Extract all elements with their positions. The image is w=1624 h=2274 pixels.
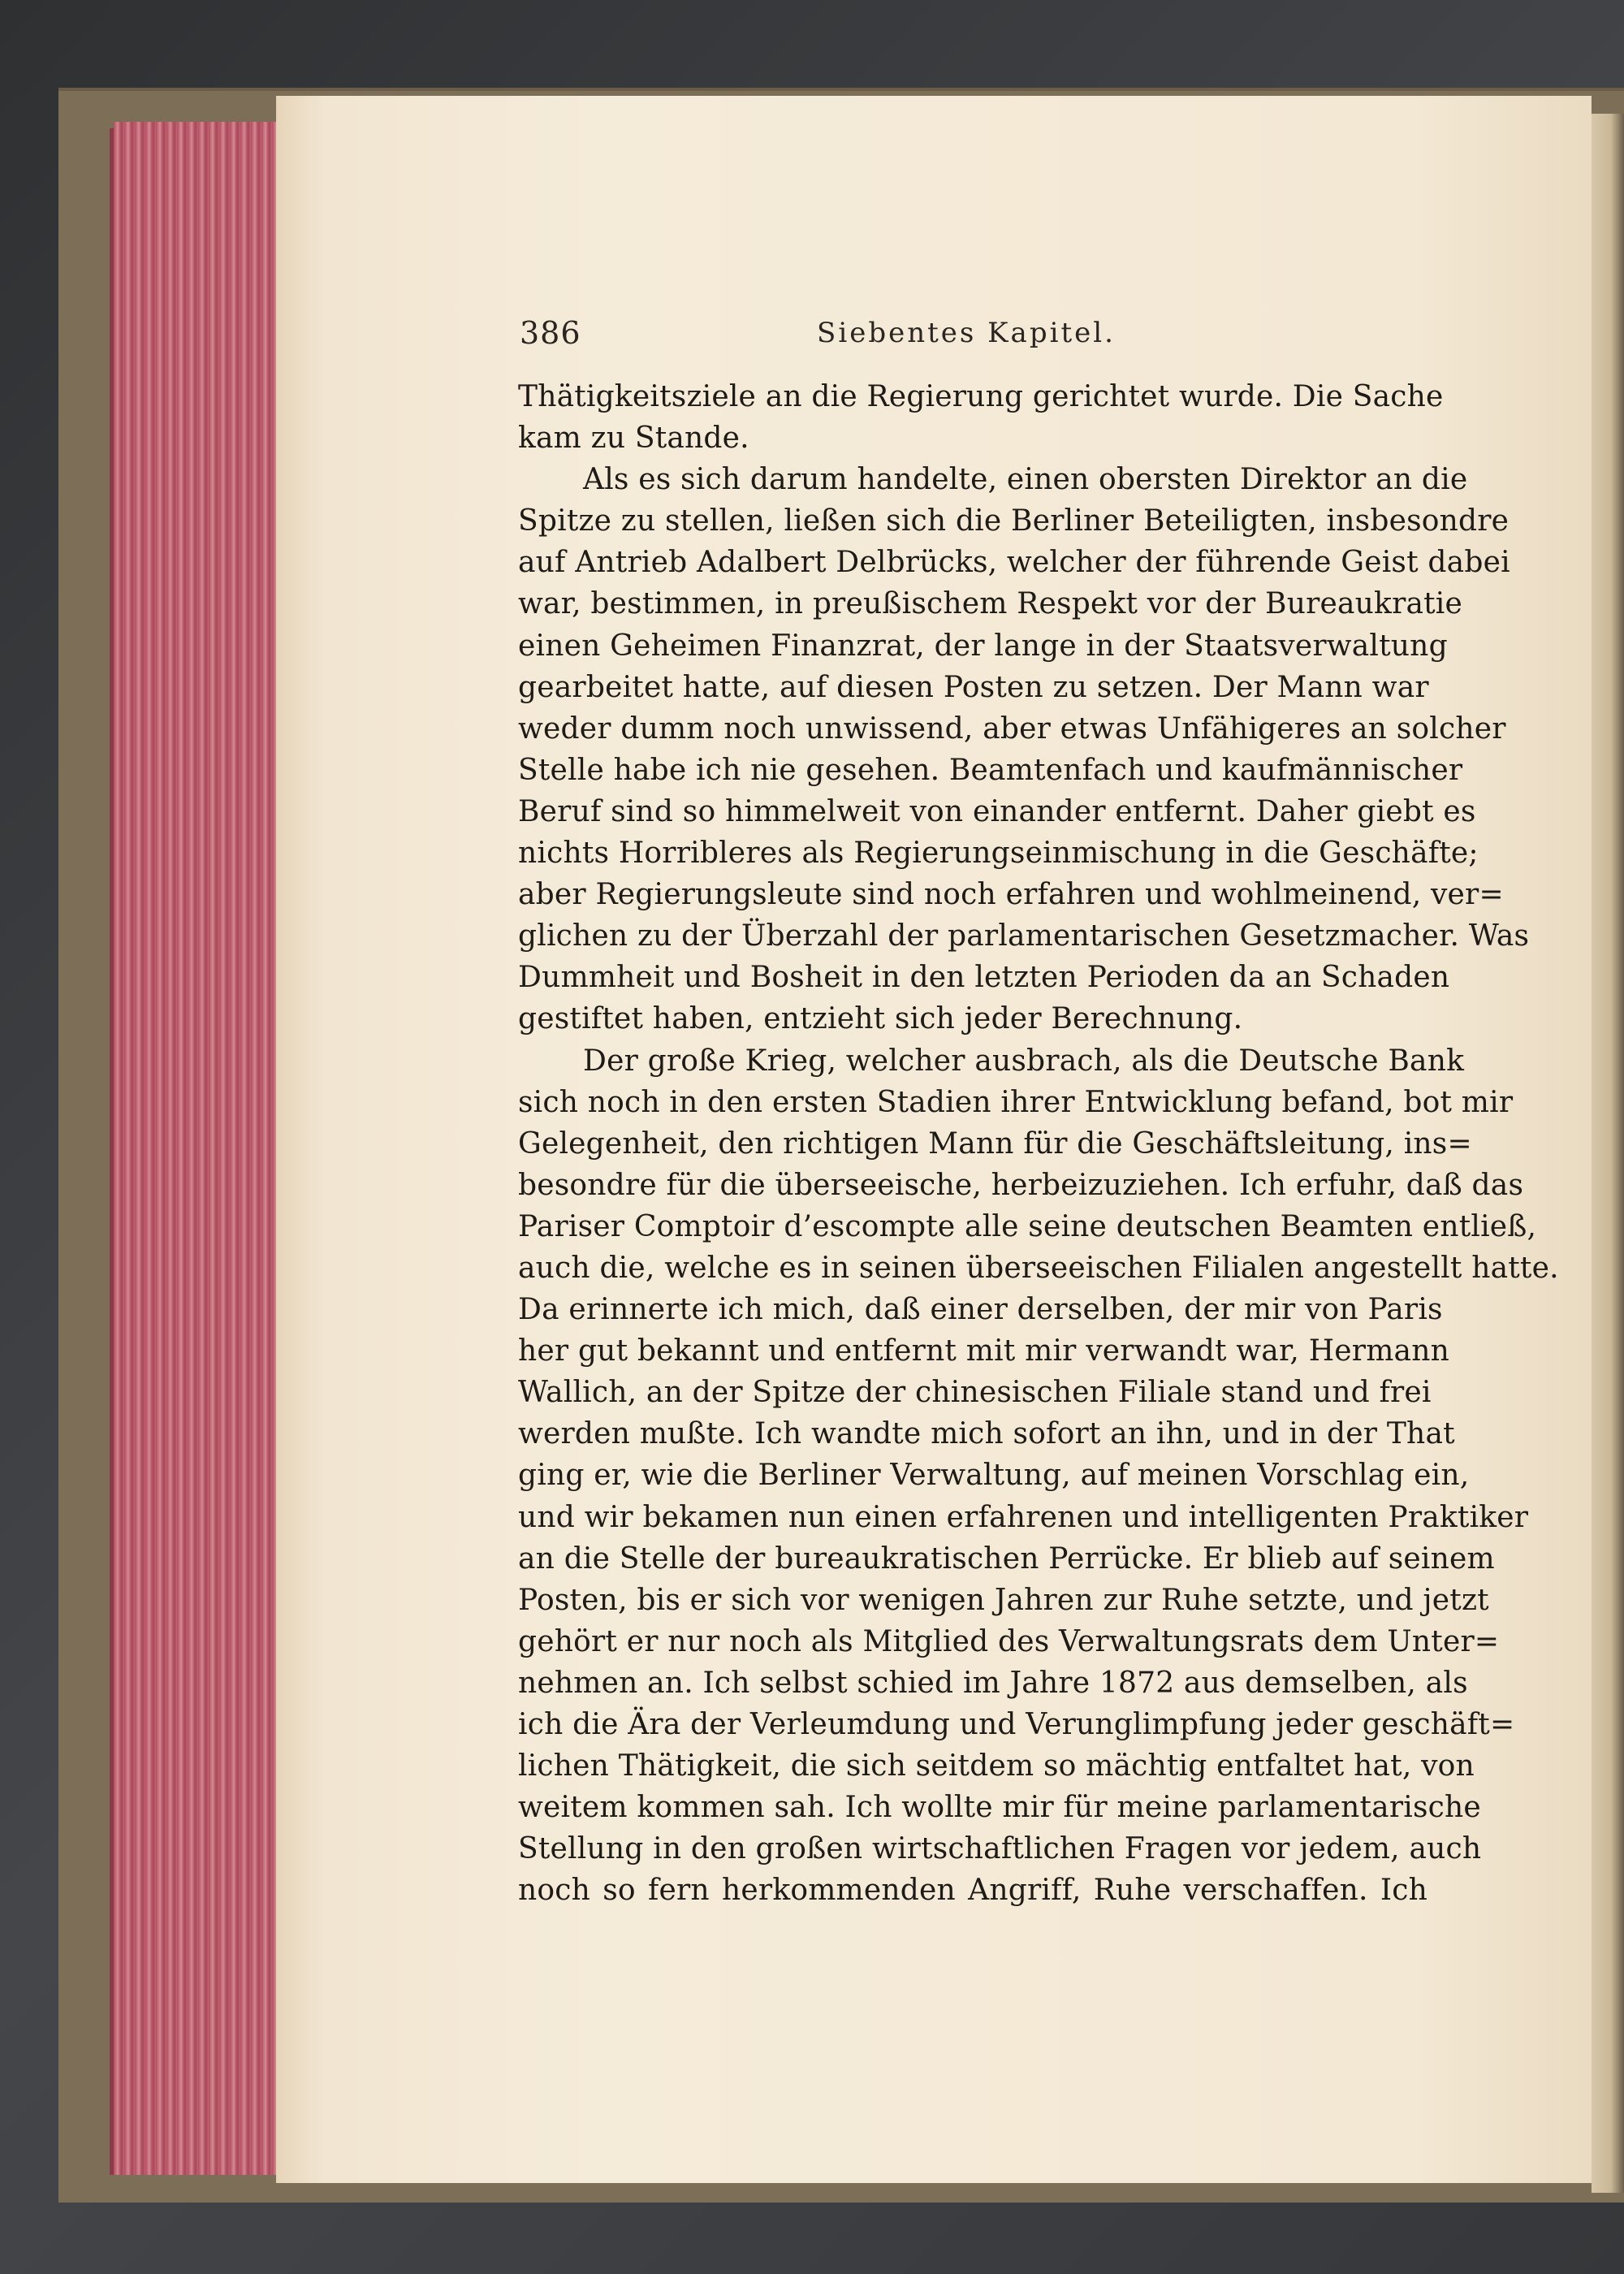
page-number: 386 (520, 315, 581, 351)
text-line: Thätigkeitsziele an die Regierung gerichtet wurde. Die Sache (518, 380, 1444, 413)
text-line: Gelegenheit, den richtigen Mann für die Geschäftsleitung, ins= (518, 1126, 1472, 1161)
text-line: war, bestimmen, in preußischem Respekt vor der Bureaukratie (518, 587, 1463, 621)
text-line: sich noch in den ersten Stadien ihrer Entwicklung befand, bot mir (518, 1085, 1514, 1119)
text-line: ich die Ära der Verleumdung und Verunglimpfung jeder geschäft= (518, 1708, 1515, 1741)
text-line: auch die, welche es in seinen überseeischen Filialen angestellt hatte. (518, 1251, 1559, 1285)
text-line: Beruf sind so himmelweit von einander entfernt. Daher giebt es (518, 794, 1476, 828)
text-line: Posten, bis er sich vor wenigen Jahren zur Ruhe setzte, und jetzt (518, 1583, 1489, 1617)
text-line: Der große Krieg, welcher ausbrach, als die Deutsche Bank (583, 1044, 1465, 1078)
text-line: gehört er nur noch als Mitglied des Verwaltungsrats dem Unter= (518, 1624, 1500, 1658)
facing-page-edge (1592, 114, 1624, 2193)
page-header (520, 315, 1429, 364)
text-line: nehmen an. Ich selbst schied im Jahre 1872 aus demselben, als (518, 1666, 1468, 1700)
text-line: glichen zu der Überzahl der parlamentarischen Gesetzmacher. Was (518, 919, 1530, 953)
text-line: noch so fern herkommenden Angriff, Ruhe verschaffen. Ich (518, 1874, 1427, 1908)
text-line: besondre für die überseeische, herbeizuziehen. Ich erfuhr, daß das (518, 1168, 1524, 1202)
text-line: lichen Thätigkeit, die sich seitdem so mächtig entfaltet hat, von (518, 1749, 1475, 1783)
running-head: Siebentes Kapitel. (817, 317, 1116, 349)
text-line: nichts Horribleres als Regierungseinmischung in die Geschäfte; (518, 837, 1479, 871)
text-line: Stelle habe ich nie gesehen. Beamtenfach und kaufmännischer (518, 753, 1463, 787)
text-line: weder dumm noch unwissend, aber etwas Unfähigeres an solcher (518, 711, 1506, 746)
text-line: gearbeitet hatte, auf diesen Posten zu setzen. Der Mann war (518, 670, 1429, 704)
text-line: Stellung in den großen wirtschaftlichen Fragen vor jedem, auch (518, 1832, 1482, 1866)
text-line: auf Antrieb Adalbert Delbrücks, welcher der führende Geist dabei (518, 546, 1510, 580)
text-line: Als es sich darum handelte, einen obersten Direktor an die (583, 463, 1468, 497)
text-line: kam zu Stande. (518, 422, 749, 456)
text-line: gestiftet haben, entzieht sich jeder Berechnung. (518, 1002, 1243, 1036)
text-line: her gut bekannt und entfernt mit mir verwandt war, Hermann (518, 1334, 1449, 1368)
text-line: und wir bekamen nun einen erfahrenen und intelligenten Praktiker (518, 1500, 1529, 1534)
text-line: an die Stelle der bureaukratischen Perrücke. Er blieb auf seinem (518, 1541, 1495, 1576)
text-line: Dummheit und Bosheit in den letzten Perioden da an Schaden (518, 961, 1450, 995)
text-line: weitem kommen sah. Ich wollte mir für meine parlamentarische (518, 1791, 1481, 1825)
body-text (518, 376, 1559, 1911)
text-line: Pariser Comptoir d’escompte alle seine deutschen Beamten entließ, (518, 1209, 1537, 1243)
page-edges (114, 122, 278, 2175)
text-line: Wallich, an der Spitze der chinesischen Filiale stand und frei (518, 1376, 1432, 1410)
text-line: Spitze zu stellen, ließen sich die Berliner Beteiligten, insbesondre (518, 504, 1510, 538)
text-line: werden mußte. Ich wandte mich sofort an ihn, und in der That (518, 1417, 1455, 1451)
text-line: ging er, wie die Berliner Verwaltung, auf meinen Vorschlag ein, (518, 1459, 1470, 1493)
text-line: Da erinnerte ich mich, daß einer derselben, der mir von Paris (518, 1293, 1443, 1327)
text-line: einen Geheimen Finanzrat, der lange in der Staatsverwaltung (518, 629, 1448, 663)
text-line: aber Regierungsleute sind noch erfahren und wohlmeinend, ver= (518, 878, 1504, 912)
